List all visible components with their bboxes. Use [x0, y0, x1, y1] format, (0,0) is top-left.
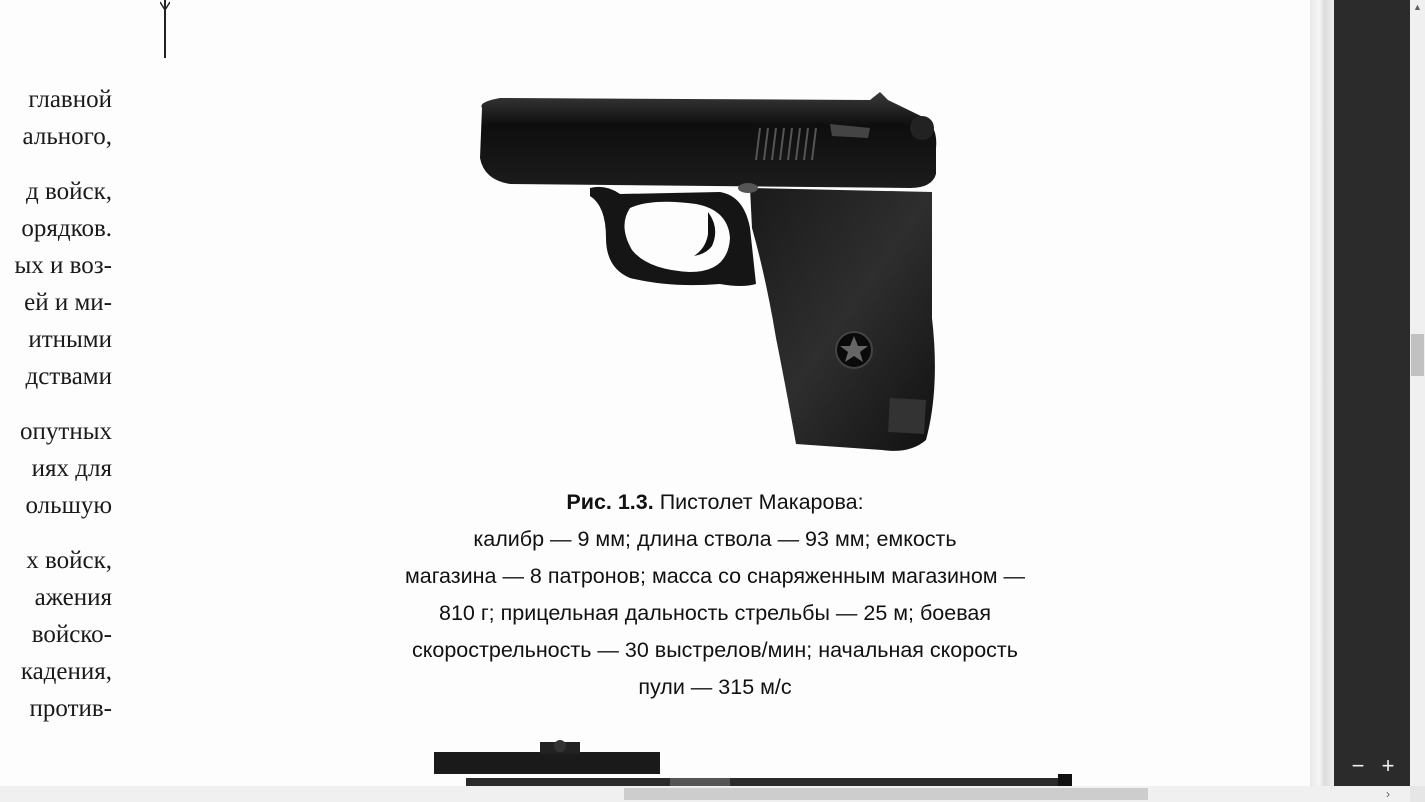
caption-line: пули — 315 м/с — [638, 675, 792, 699]
left-column-line: войско- — [31, 621, 112, 648]
left-column-line: главной — [28, 86, 112, 113]
left-column-line: ажения — [34, 584, 112, 611]
left-column-line: д войск, — [26, 178, 112, 205]
scrollbar-corner — [1410, 786, 1425, 802]
left-column-line: ольшую — [25, 492, 112, 519]
vertical-scrollbar[interactable] — [1410, 0, 1425, 786]
page-edge — [1310, 0, 1334, 786]
scroll-right-arrow-icon[interactable]: › — [1386, 787, 1390, 801]
left-column-line: х войск, — [26, 547, 112, 574]
horizontal-scroll-thumb[interactable] — [624, 788, 1148, 800]
left-column-line: ых и воз- — [14, 252, 112, 279]
caption-title-row — [340, 484, 1090, 521]
caption-line: 810 г; прицельная дальность стрельбы — 25 м; боевая — [439, 601, 991, 625]
left-column-line: кадения, — [20, 658, 112, 685]
caption-title: Пистолет Макарова: — [659, 490, 864, 514]
caption-label: Рис. 1.3. — [566, 490, 654, 514]
left-column-line: опутных — [20, 418, 112, 445]
ornament-icon — [160, 0, 170, 60]
caption-line: калибр — 9 мм; длина ствола — 93 мм; емкость — [473, 527, 957, 551]
zoom-in-button[interactable]: + — [1381, 753, 1395, 778]
left-column-line: против- — [29, 695, 112, 722]
left-column-line: итными — [28, 326, 112, 353]
pistol-image — [470, 88, 950, 460]
figure-caption — [340, 484, 1090, 706]
viewer-side-panel — [1334, 0, 1410, 802]
left-column-line: ей и ми- — [24, 289, 112, 316]
left-column-line: ального, — [22, 123, 112, 150]
caption-line: магазина — 8 патронов; масса со снаряженным магазином — — [404, 564, 1026, 588]
left-column-line: иях для — [31, 455, 112, 482]
caption-line: скорострельность — 30 выстрелов/мин; начальная скорость — [412, 638, 1018, 662]
scroll-up-arrow-icon[interactable]: ▲ — [1413, 2, 1422, 12]
left-column-line: дствами — [25, 363, 112, 390]
left-column-line: орядков. — [21, 215, 112, 242]
vertical-scroll-thumb[interactable] — [1411, 334, 1424, 376]
rifle-image — [430, 738, 1090, 786]
zoom-out-button[interactable]: − — [1351, 753, 1365, 778]
